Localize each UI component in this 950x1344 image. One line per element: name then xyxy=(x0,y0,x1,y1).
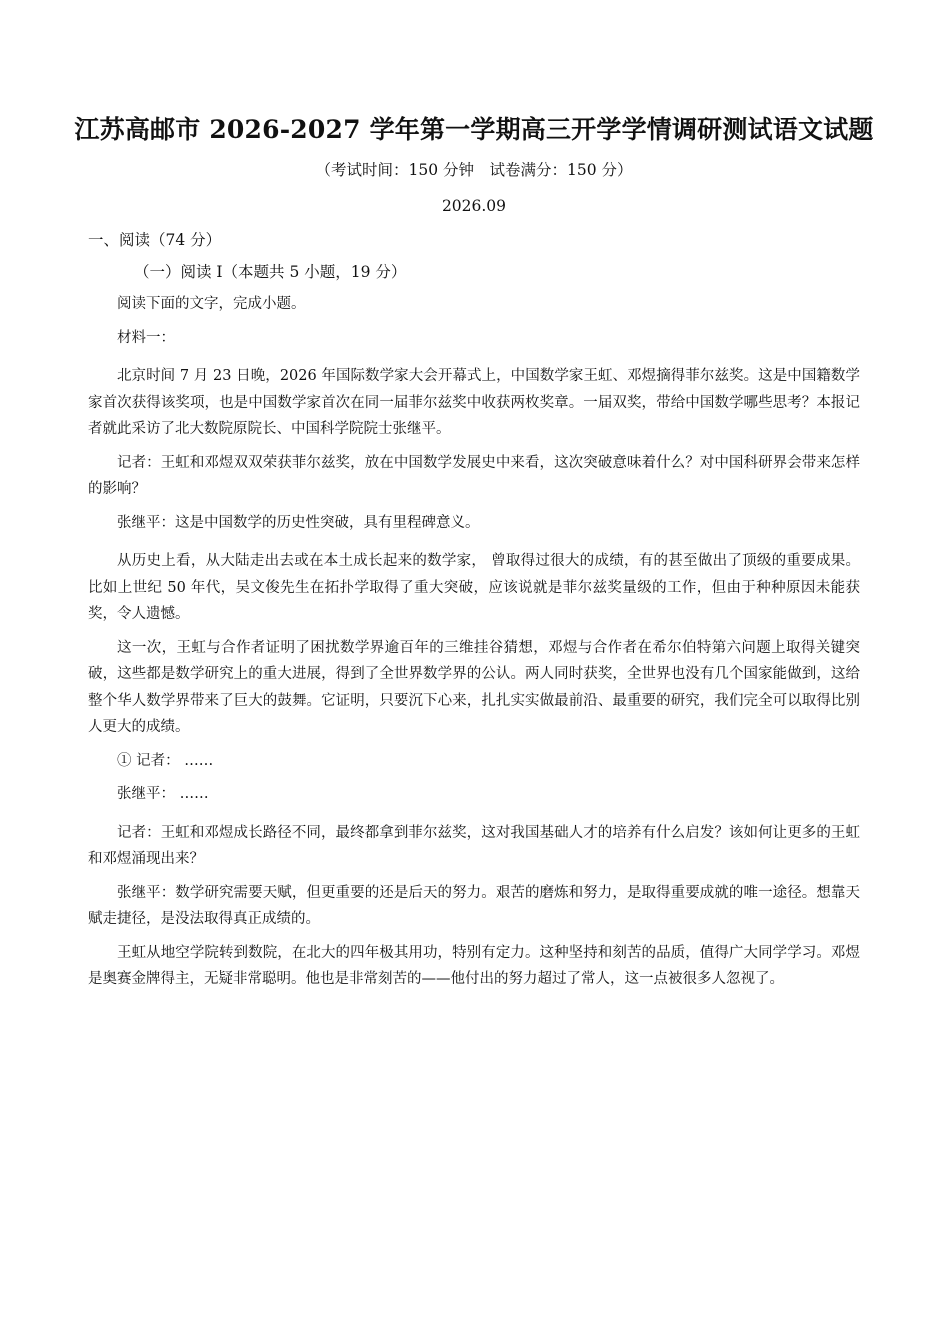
paragraph: 张继平： …… xyxy=(117,786,209,802)
paragraph: 这一次，王虹与合作者证明了困扰数学界逾百年的三维挂谷猜想，邓煜与合作者在希尔伯特第六问题上取得关键突破，这些都是数学研究上的重大进展，得到了全世界数学界的公认。两人同时获奖，全世界也没有几个国家能做到，这给整个华人数学界带来了巨大的鼓舞。它证明，只要沉下心来，扎扎实实做最前沿、最重要的研究，我们完全可以取得比别人更大的成绩。 xyxy=(88,639,860,735)
exam-info: （考试时间：150 分钟 试卷满分：150 分） xyxy=(315,161,633,179)
paragraph: 张继平：数学研究需要天赋，但更重要的还是后天的努力。艰苦的磨炼和努力，是取得重要成就的唯一途径。想靠天赋走捷径，是没法取得真正成绩的。 xyxy=(88,884,860,927)
paragraph: 北京时间 7 月 23 日晚，2026 年国际数学家大会开幕式上，中国数学家王虹、邓煜摘得菲尔兹奖。这是中国籍数学家首次获得该奖项，也是中国数学家首次在同一届菲尔兹奖中收获两枚奖章。一届双奖，带给中国数学哪些思考？本报记者就此采访了北大数院原院长、中国科学院院士张继平。 xyxy=(88,368,860,437)
paragraph: 张继平：这是中国数学的历史性突破，具有里程碑意义。 xyxy=(117,514,480,531)
paragraph: 从历史上看，从大陆走出去或在本土成长起来的数学家， 曾取得过很大的成绩，有的甚至做出了顶级的重要成果。比如上世纪 50 年代，吴文俊先生在拓扑学取得了重大突破，应该说就是菲尔兹奖量级的工作，但由于种种原因未能获奖，令人遗憾。 xyxy=(88,553,860,622)
paragraph: 记者：王虹和邓煜成长路径不同，最终都拿到菲尔兹奖，这对我国基础人才的培养有什么启发？该如何让更多的王虹和邓煜涌现出来？ xyxy=(88,824,860,867)
paragraph: ① 记者： …… xyxy=(117,752,214,769)
exam-page xyxy=(74,112,874,993)
paragraph: 记者：王虹和邓煜双双荣获菲尔兹奖，放在中国数学发展史中来看，这次突破意味着什么？对中国科研界会带来怎样的影响？ xyxy=(88,454,860,497)
material-label: 材料一： xyxy=(117,329,175,346)
paragraph: 王虹从地空学院转到数院，在北大的四年极其用功，特别有定力。这种坚持和刻苦的品质，值得广大同学学习。邓煜是奥赛金牌得主，无疑非常聪明。他也是非常刻苦的——他付出的努力超过了常人，这一点被很多人忽视了。 xyxy=(88,944,860,987)
exam-title: 江苏高邮市 2026-2027 学年第一学期高三开学学情调研测试语文试题 xyxy=(74,115,874,144)
instruction-text: 阅读下面的文字，完成小题。 xyxy=(117,296,306,312)
exam-date: 2026.09 xyxy=(441,197,507,215)
subsection-heading: （一）阅读 Ⅰ（本题共 5 小题，19 分） xyxy=(134,263,407,281)
section-heading: 一、阅读（74 分） xyxy=(88,231,222,249)
